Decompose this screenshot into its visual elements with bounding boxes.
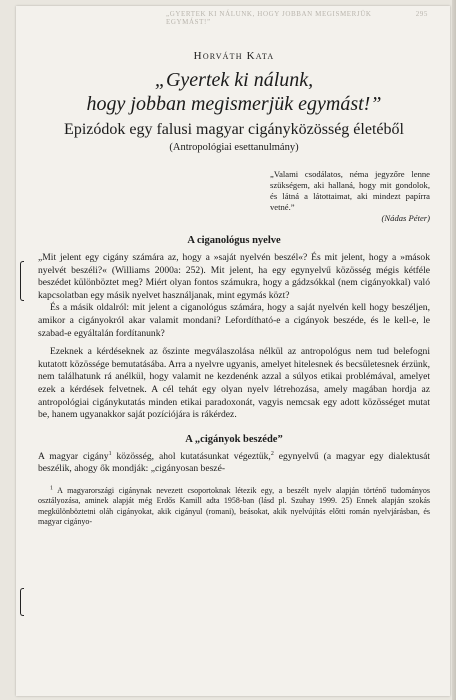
section-heading-ciganyok-beszede: A „cigányok beszéde” — [185, 433, 283, 445]
running-head — [166, 10, 428, 26]
article-title-line2: hogy jobban megismerjük egymást!” — [86, 93, 382, 115]
paragraph: És a másik oldalról: mit jelent a ciganológus számára, hogy a saját nyelvén kell hogy beszéljen, amikor a cigányokról akar valamit mondani? Lefordítható-e a cigányok beszéde, és le kell-e, le szabad-e egyáltalán fordítanunk? — [38, 302, 430, 339]
article-content — [38, 50, 430, 528]
margin-bracket-mark-lower — [20, 588, 24, 616]
footnote-number: 1 — [50, 485, 53, 492]
text-run: A magyar cigány — [38, 450, 109, 462]
article-subtitle-note: (Antropológiai esettanulmány) — [169, 142, 299, 153]
text-run: közösség, ahol kutatásunkat végeztük, — [111, 450, 271, 462]
text-run: egynyelvű (a magyar egy dialektusát beszélik, ahogy ők mondják: „cigányosan beszé- — [38, 450, 431, 475]
footnote — [38, 486, 430, 528]
paragraph: Ezeknek a kérdéseknek az őszinte megválaszolása nélkül az antropológus nem tud belefogni kutatott közössége bemutatásába. Arra a nyelvre ugyanis, amelyet hitelesnek és becsületesnek érzünk, nem találhatunk rá anélkül, hogy valamit ne kezdenénk azzal a súlyos etikai problémával, amelyet ezek a kérdések felvetnek. A cél tehát egy olyan nyelv létrehozása, amely magában hordja az antropológiai cigánykutatás minden etikai paradoxonát, vagyis nemcsak egy adott közösséget mutat be, hanem ugyanakkor saját pozíciójára is rákérdez. — [38, 346, 430, 421]
margin-bracket-mark — [20, 261, 24, 301]
epigraph-text: „Valami csodálatos, néma jegyzőre lenne szükségem, aki hallaná, hogy mit gondolok, és látná a látottaimat, aki mindezt papírra vetné.” — [270, 169, 430, 212]
article-title-line1: „Gyertek ki nálunk, — [154, 69, 314, 91]
section-heading-ciganologus: A ciganológus nyelve — [187, 235, 281, 246]
footnote-ref: 2 — [270, 450, 274, 457]
footnote-ref: 1 — [108, 450, 112, 457]
epigraph-attribution: (Nádas Péter) — [381, 213, 430, 223]
article-subtitle: Epizódok egy falusi magyar cigányközösség életéből — [64, 121, 404, 138]
footnote-text: A magyarországi cigánynak nevezett csoportoknak létezik egy, a beszélt nyelv alapján történő tudományos osztályozása, aminek alapját még Erdős Kamill adta 1958-ban (lásd pl. Szuhay 1999. 25) Ennek alapján szokás megkülönböztetni oláh cigányokat, akik cigányul (romani), beásokat, akik nyelvújítás előtti román nyelvjárásban, és magyar cigányo- — [38, 485, 430, 527]
running-head-page-number: 295 — [415, 10, 428, 18]
paragraph: „Mit jelent egy cigány számára az, hogy a »saját nyelvén beszél«? És mit jelent, hogy a »mások nyelvét beszéli?« (Williams 2000a: 252). Mit jelent, ha egy egynyelvű közösség mégis kétféle beszédet különböztet meg? Miért olyan fontos számukra, hogy a gádzsókkal (nem cigányokkal) való kapcsolatban egy másik nyelvet használjanak, mint egymás közt? — [38, 252, 430, 301]
paragraph — [38, 451, 430, 476]
epigraph-quote — [270, 169, 430, 213]
book-spine-edge — [452, 0, 456, 700]
running-head-title: „GYERTEK KI NÁLUNK, HOGY JOBBAN MEGISMERJÜK EGYMÁST!” — [166, 10, 372, 26]
book-page — [16, 6, 450, 696]
author-name: Horváth Kata — [193, 50, 275, 62]
